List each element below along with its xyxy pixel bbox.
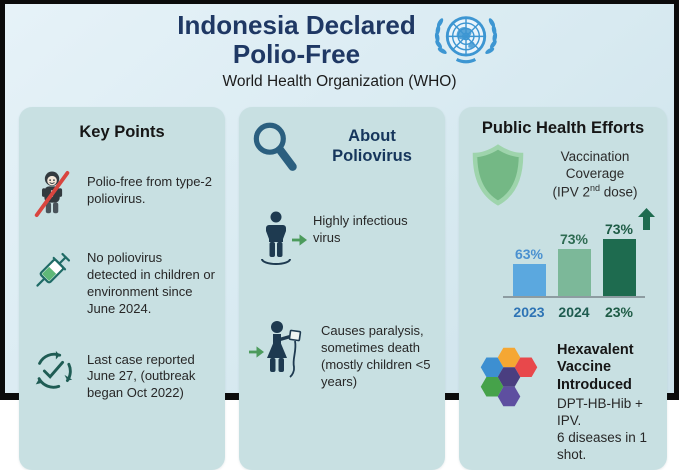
chart-x-axis [503,304,645,320]
list-item [29,348,215,403]
hexavalent-desc-line2: 6 diseases in 1 shot. [557,429,648,462]
key-point-text: No poliovirus detected in children or environment since June 2024. [87,250,215,316]
magnifier-icon [249,119,301,175]
subtitle: World Health Organization (WHO) [222,73,457,90]
vaccination-coverage-label [533,149,657,201]
cycle-check-icon [30,348,76,394]
header [5,4,674,91]
about-title-line1: About [348,127,396,146]
bar-group [601,221,637,296]
paralysis-person-icon [258,319,310,381]
x-tick-label: 2024 [558,304,590,320]
bar-group [556,231,592,296]
public-health-title: Public Health Efforts [481,119,645,137]
key-point-text: Last case reported June 27, (outbreak began Oct 2022) [87,351,196,401]
vaccination-bar-chart [469,221,657,320]
bar-value-label: 63% [514,246,544,262]
hexavalent-title-line2: Introduced [557,376,632,393]
about-item-text: Highly infectious virus [313,213,408,245]
bar-value-label: 73% [604,221,634,237]
hexavalent-section [469,342,657,464]
about-title-line2: Poliovirus [332,147,412,165]
bar-group [511,246,547,296]
list-item [29,246,215,318]
hexavalent-desc-line1: DPT-HB-Hib + IPV. [557,396,643,429]
list-item [29,170,215,220]
chart-bar [513,264,546,296]
chart-bar [558,249,591,296]
key-point-text: Polio-free from type-2 poliovirus. [87,174,212,206]
hexavalent-text [557,342,657,464]
about-title [309,127,435,167]
no-polio-child-icon [30,170,76,220]
about-item-text: Causes paralysis, sometimes death (mostly children <5 years) [321,323,431,389]
x-tick-label: 23% [604,304,634,320]
who-un-emblem-icon [430,10,502,70]
list-item [249,319,435,391]
page-title-line2: Polio-Free [232,39,361,69]
green-arrow-icon [292,233,307,251]
hexavalent-title-line1: Hexavalent Vaccine [557,342,634,376]
vaccination-coverage-line2: (IPV 2nd dose) [552,182,638,200]
green-arrow-icon [249,345,264,363]
shield-icon [469,144,527,206]
list-item [249,209,435,267]
chart-plot [503,221,645,298]
chart-bar [603,239,636,296]
about-poliovirus-panel [239,107,445,470]
hexagon-cluster-icon [472,342,546,412]
public-health-panel [459,107,667,470]
panels-row [19,107,660,462]
x-tick-label: 2023 [513,304,545,320]
syringe-icon [29,246,77,294]
bar-value-label: 73% [559,231,589,247]
vaccination-coverage-line1: Vaccination Coverage [560,148,630,181]
key-points-panel [19,107,225,470]
key-points-title: Key Points [79,123,165,141]
page-title [177,11,415,69]
page-title-line1: Indonesia Declared [177,9,416,40]
